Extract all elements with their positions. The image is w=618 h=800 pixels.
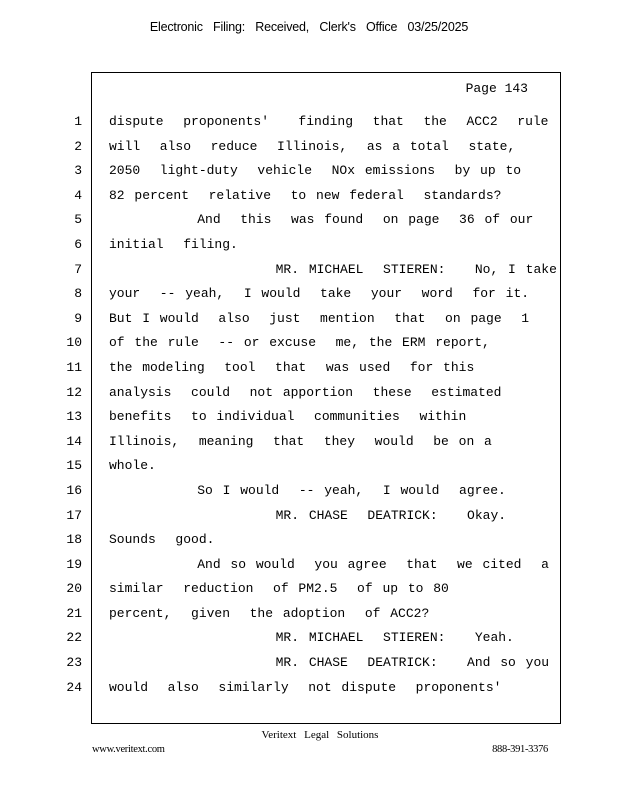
transcript-line: MR. CHASE DEATRICK: And so you	[109, 655, 550, 671]
transcript-line: would also similarly not dispute proponents'	[109, 679, 502, 695]
transcript-line: Sounds good.	[109, 532, 215, 548]
transcript-line: Illinois, meaning that they would be on a	[109, 433, 492, 449]
line-number: 13	[66, 409, 82, 425]
line-number: 7	[74, 261, 82, 277]
line-number: 2	[74, 138, 82, 154]
line-number: 6	[74, 236, 82, 252]
line-number: 18	[66, 532, 82, 548]
transcript-line: will also reduce Illinois, as a total state,	[109, 138, 516, 154]
transcript-line: analysis could not apportion these estimated	[109, 384, 502, 400]
transcript-line: 2050 light-duty vehicle NOx emissions by up to	[109, 163, 522, 179]
line-number: 15	[66, 458, 82, 474]
line-number: 12	[66, 384, 82, 400]
line-number: 11	[66, 359, 82, 375]
footer-company: Veritext Legal Solutions	[261, 729, 379, 741]
transcript-line: And this was found on page 36 of our	[109, 212, 534, 228]
line-number: 24	[66, 679, 82, 695]
transcript-line: whole.	[109, 458, 156, 474]
transcript-line: the modeling tool that was used for this	[109, 359, 475, 375]
line-number: 19	[66, 556, 82, 572]
transcript-line: MR. MICHAEL STIEREN: Yeah.	[109, 630, 514, 646]
line-number: 16	[66, 482, 82, 498]
transcript-text	[109, 110, 557, 700]
line-number: 23	[66, 655, 82, 671]
transcript-line: your -- yeah, I would take your word for it.	[109, 286, 530, 302]
transcript-line: 82 percent relative to new federal standards?	[109, 187, 502, 203]
line-number: 9	[74, 310, 82, 326]
footer-website: www.veritext.com	[92, 744, 165, 755]
line-number: 21	[66, 605, 82, 621]
line-number: 20	[66, 581, 82, 597]
line-number-column	[52, 110, 82, 700]
transcript-line: MR. CHASE DEATRICK: Okay.	[109, 507, 507, 523]
transcript-line: So I would -- yeah, I would agree.	[109, 482, 506, 498]
transcript-line: MR. MICHAEL STIEREN: No, I take	[109, 261, 557, 277]
line-number: 4	[74, 187, 82, 203]
line-number: 22	[66, 630, 82, 646]
footer-phone: 888-391-3376	[492, 744, 548, 755]
line-number: 10	[66, 335, 82, 351]
transcript-line: benefits to individual communities within	[109, 409, 467, 425]
line-number: 8	[74, 286, 82, 302]
filing-stamp: Electronic Filing: Received, Clerk's Office 03/25/2025	[149, 20, 469, 34]
page-number: Page 143	[465, 81, 528, 96]
line-number: 5	[74, 212, 82, 228]
transcript-line: But I would also just mention that on page 1	[109, 310, 530, 326]
line-number: 17	[66, 507, 82, 523]
transcript-line: of the rule -- or excuse me, the ERM report,	[109, 335, 490, 351]
transcript-line: similar reduction of PM2.5 of up to 80	[109, 581, 449, 597]
line-number: 1	[74, 114, 82, 129]
line-number: 14	[66, 433, 82, 449]
transcript-line: percent, given the adoption of ACC2?	[109, 605, 430, 621]
transcript-line: dispute proponents' finding that the ACC2 rule	[109, 114, 549, 129]
transcript-line: initial filing.	[109, 236, 238, 252]
line-number: 3	[74, 163, 82, 179]
transcript-line: And so would you agree that we cited a	[109, 556, 549, 572]
